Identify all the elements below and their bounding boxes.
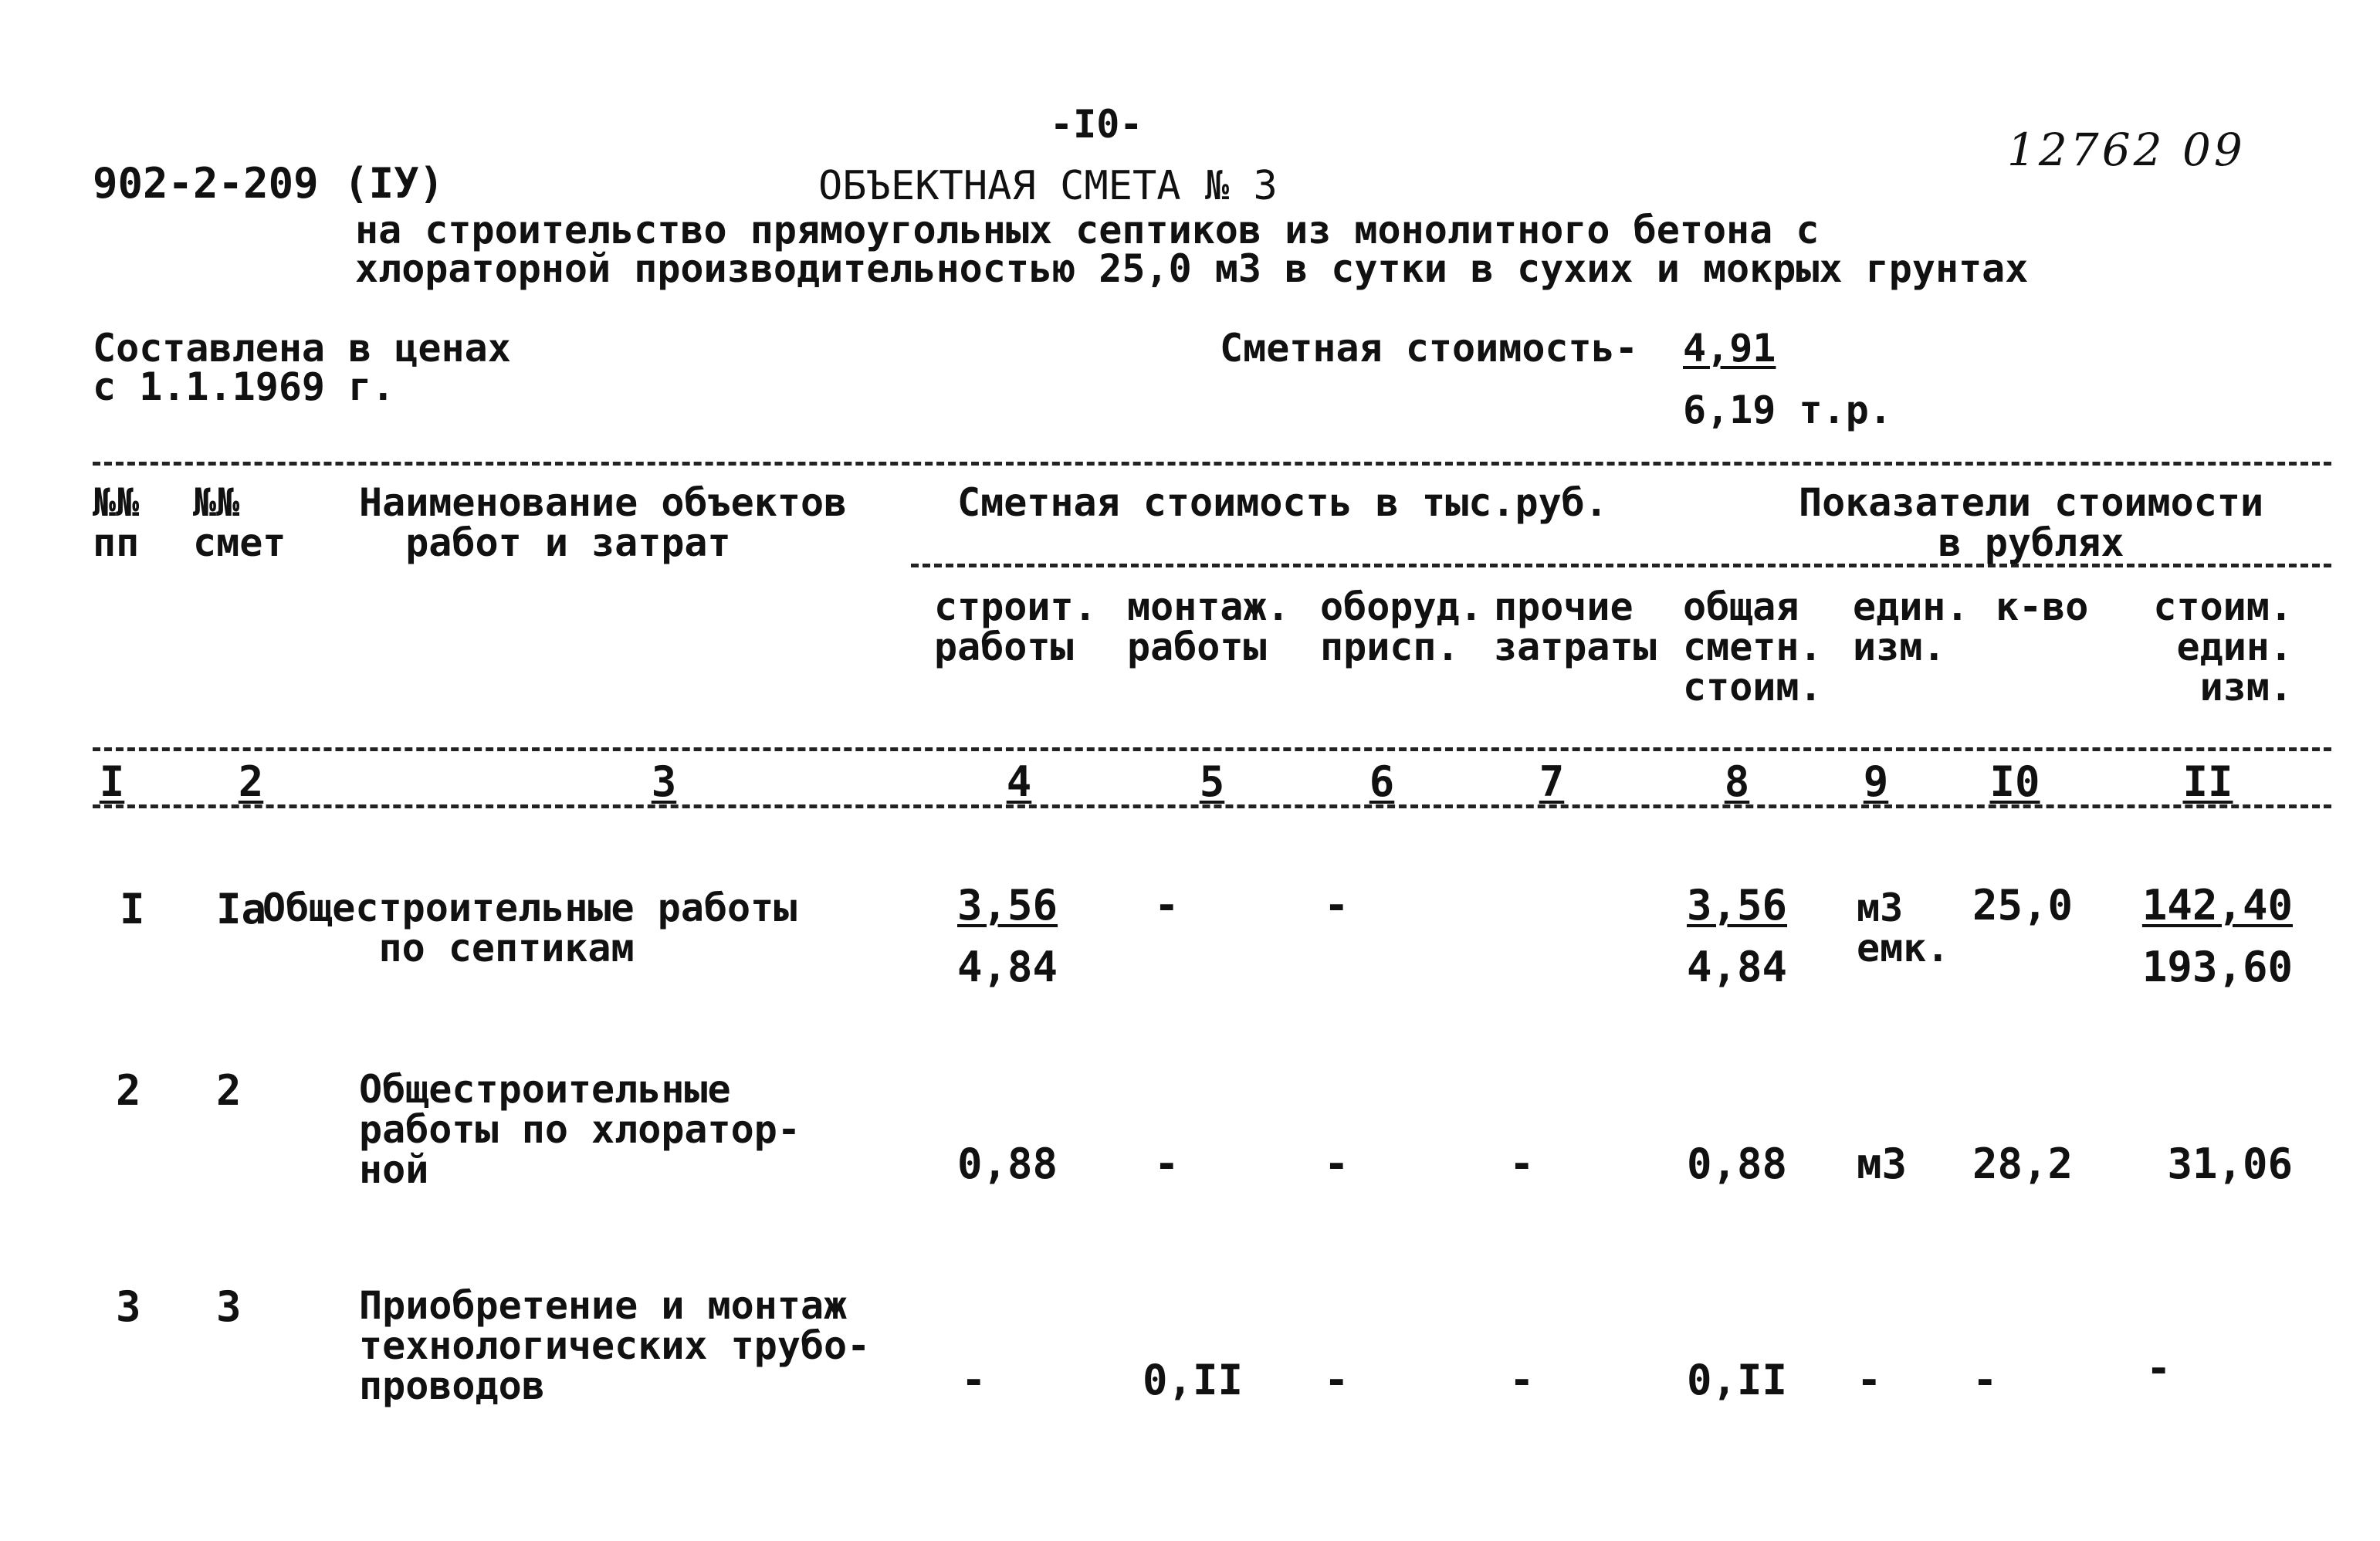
row-name: Приобретение и монтаж технологических трубо- проводов [359,1283,871,1408]
row-col-6: - [1324,1356,1349,1404]
column-number: 8 [1724,757,1750,806]
header-col-11: стоим. един. изм. [2153,584,2293,710]
header-col-8: общая сметн. стоим. [1683,584,1823,710]
column-number: 3 [651,757,677,806]
composed-prices-line-2: с 1.1.1969 г. [93,364,395,409]
header-col-2: №№ смет [193,480,286,565]
row-col-8-bottom: 4,84 [1687,943,1788,991]
row-col-10: - [1972,1356,1998,1404]
subtitle-line-1: на строительство прямоугольных септиков из монолитного бетона с [355,208,1820,252]
row-col-8-top: 3,56 [1687,881,1788,930]
estimated-cost-label: Сметная стоимость- [1220,326,1638,371]
column-number: 5 [1199,757,1225,806]
document-title: ОБЪЕКТНАЯ СМЕТА № 3 [818,163,1278,209]
row-col-5: - [1154,881,1180,930]
row-col-9: - [1857,1356,1882,1404]
row-col-6: - [1324,881,1349,930]
row-col-5: - [1154,1140,1180,1188]
row-col-8: 0,II [1687,1356,1788,1404]
document-code: 902-2-209 (IУ) [93,159,445,208]
column-number: 9 [1863,757,1889,806]
header-group-cost: Сметная стоимость в тыс.руб. [957,480,1608,525]
row-number: I [120,885,145,933]
column-number: 2 [238,757,264,806]
table-top-rule [93,462,2331,466]
row-smeta-number: Iа [216,885,267,933]
row-col-5: 0,II [1143,1356,1244,1404]
row-col-7: - [1509,1140,1535,1188]
row-smeta-number: 3 [216,1282,242,1331]
header-col-6: оборуд. присп. [1320,584,1483,669]
row-col-7: - [1509,1356,1535,1404]
header-bottom-rule [93,747,2331,751]
row-col-10: 25,0 [1972,881,2074,930]
row-col-10: 28,2 [1972,1140,2074,1188]
row-col-11: 31,06 [2167,1140,2293,1188]
row-smeta-number: 2 [216,1066,242,1115]
row-col-6: - [1324,1140,1349,1188]
header-col-5: монтаж. работы [1127,584,1290,669]
header-col-7: прочие затраты [1494,584,1657,669]
header-col-1: №№ пп [93,480,140,565]
row-number: 3 [116,1282,141,1331]
estimated-cost-value-2: 6,19 т.р. [1683,388,1892,432]
header-col-3: Наименование объектов работ и затрат [359,480,848,565]
row-col-11-bottom: 193,60 [2141,943,2293,991]
header-group-indicators: Показатели стоимости в рублях [1799,480,2264,565]
estimated-cost-value-1: 4,91 [1683,326,1776,371]
row-col-4: - [961,1356,987,1404]
row-col-4-bottom: 4,84 [957,943,1058,991]
row-col-11: - [2146,1344,2172,1393]
row-number: 2 [116,1066,141,1115]
row-name: Общестроительные работы по хлоратор- ной [359,1067,801,1192]
page-number: -I0- [1050,102,1143,147]
row-col-9: м3 [1857,1140,1908,1188]
row-col-4-top: 3,56 [957,881,1058,930]
subtitle-line-2: хлораторной производительностью 25,0 м3 в сутки в сухих и мокрых грунтах [355,246,2029,291]
header-col-9: един. изм. [1853,584,1969,669]
column-number: 4 [1006,757,1032,806]
row-col-11-top: 142,40 [2141,881,2293,930]
composed-prices-line-1: Составлена в ценах [93,326,511,371]
row-col-8: 0,88 [1687,1140,1788,1188]
column-number: I0 [1989,757,2040,806]
header-col-10: к-во [1996,584,2089,629]
column-number: 7 [1539,757,1565,806]
header-col-4: строит. работы [934,584,1097,669]
column-number: II [2182,757,2233,806]
row-col-4: 0,88 [957,1140,1058,1188]
column-number: 6 [1369,757,1395,806]
handwritten-number: 12762 09 [2007,124,2246,176]
row-name: Общестроительные работы по септикам [262,886,797,970]
column-number: I [99,757,125,806]
row-col-9: м3 емк. [1857,886,1950,970]
